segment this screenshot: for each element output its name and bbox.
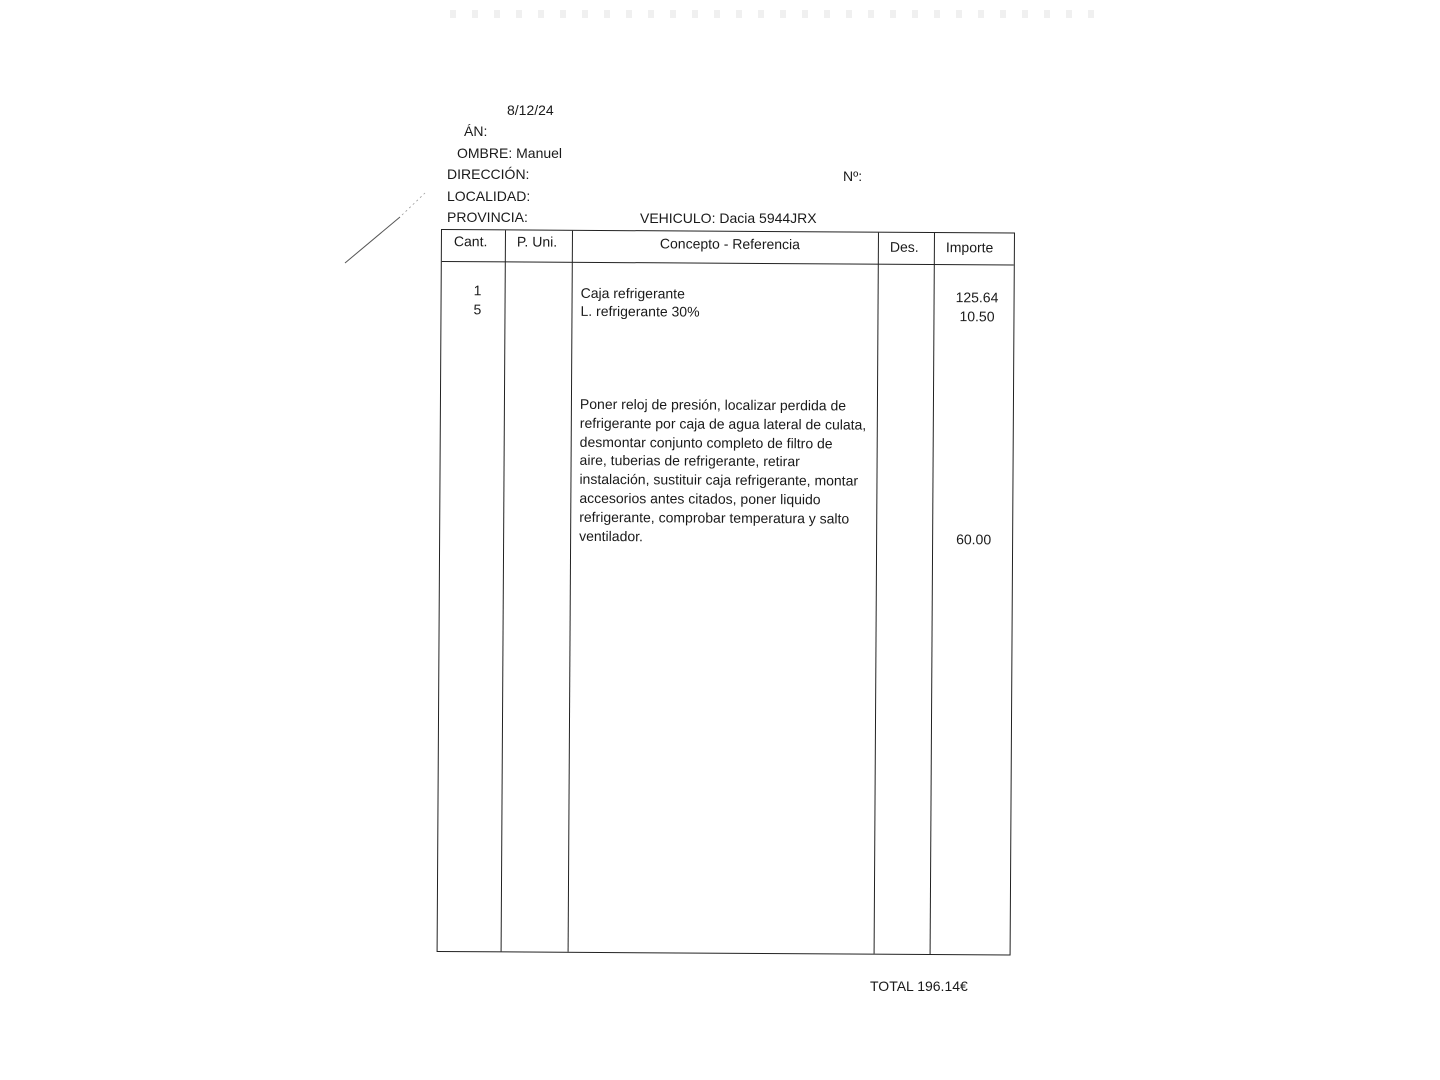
labor-description bbox=[579, 395, 880, 547]
column-divider bbox=[501, 230, 506, 951]
labor-line: Poner reloj de presión, localizar perdida de bbox=[579, 395, 847, 414]
column-divider bbox=[930, 233, 935, 954]
row-1-cant: 1 bbox=[473, 282, 482, 299]
column-header-descuento: Des. bbox=[889, 238, 919, 255]
numero-label: Nº: bbox=[843, 168, 863, 184]
labor-line: ventilador. bbox=[579, 527, 644, 544]
row-2-concepto: L. refrigerante 30% bbox=[580, 302, 700, 320]
direccion-label: DIRECCIÓN: bbox=[447, 166, 530, 182]
column-header-importe: Importe bbox=[945, 239, 994, 256]
row-2-cant: 5 bbox=[473, 301, 482, 318]
nombre-line bbox=[447, 144, 562, 162]
fecha-line bbox=[447, 101, 554, 119]
labor-line: accesorios antes citados, poner liquido bbox=[579, 489, 821, 508]
column-header-cant: Cant. bbox=[453, 233, 488, 250]
vehiculo-label: VEHICULO: Dacia 5944JRX bbox=[640, 210, 817, 226]
labor-line: refrigerante, comprobar temperatura y salto bbox=[579, 508, 850, 527]
labor-line: instalación, sustituir caja refrigerante, montar bbox=[579, 471, 859, 489]
total-amount: TOTAL 196.14€ bbox=[870, 978, 968, 994]
scan-noise bbox=[450, 10, 1100, 18]
labor-line: desmontar conjunto completo de filtro de bbox=[579, 433, 833, 451]
scan-mark bbox=[340, 185, 430, 265]
matricula-label: ÁN: bbox=[464, 123, 488, 139]
labor-line: refrigerante por caja de agua lateral de culata, bbox=[579, 414, 867, 433]
row-1-concepto: Caja refrigerante bbox=[580, 284, 685, 302]
column-divider bbox=[568, 231, 573, 952]
labor-importe: 60.00 bbox=[956, 531, 992, 548]
matricula-line bbox=[447, 122, 487, 140]
fecha-value: 8/12/24 bbox=[507, 102, 554, 118]
column-divider bbox=[874, 233, 879, 954]
nombre-label: OMBRE: Manuel bbox=[457, 145, 563, 161]
row-2-importe: 10.50 bbox=[959, 308, 995, 325]
localidad-label: LOCALIDAD: bbox=[447, 188, 531, 204]
column-header-concepto: Concepto - Referencia bbox=[659, 235, 801, 253]
items-table bbox=[437, 229, 1015, 955]
provincia-label: PROVINCIA: bbox=[447, 209, 528, 225]
column-header-precio: P. Uni. bbox=[516, 233, 558, 250]
header-divider bbox=[442, 261, 1014, 265]
labor-line: aire, tuberias de refrigerante, retirar bbox=[579, 452, 800, 470]
row-1-importe: 125.64 bbox=[955, 289, 999, 306]
